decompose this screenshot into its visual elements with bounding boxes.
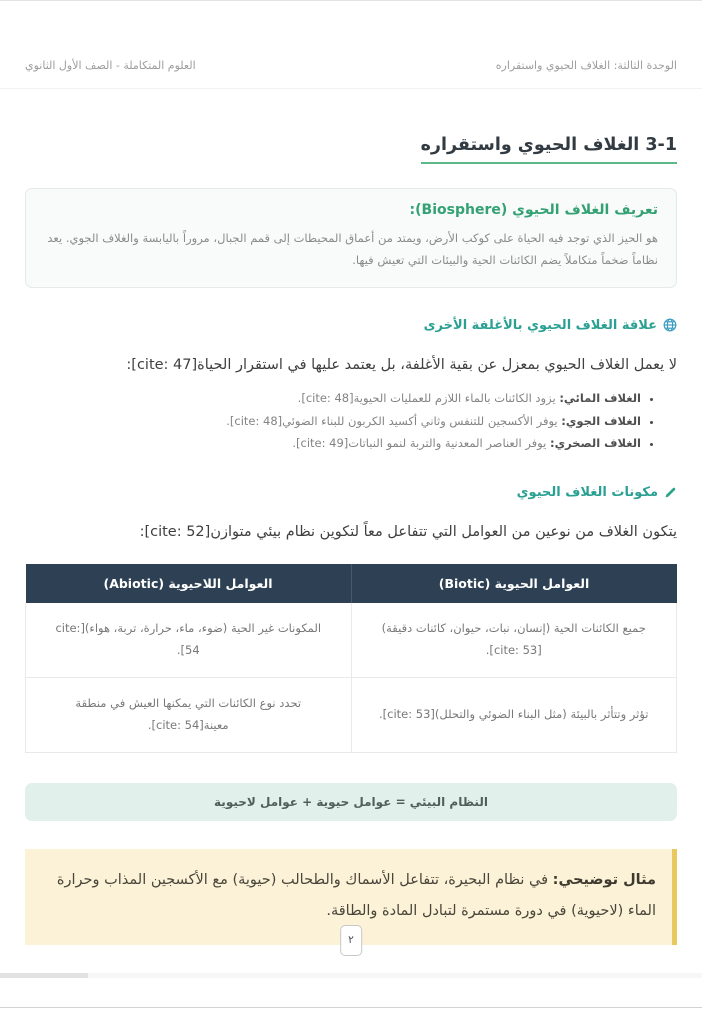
factors-table <box>25 564 677 752</box>
section-heading-relation-label: علاقة الغلاف الحيوي بالأغلفة الأخرى <box>423 317 657 333</box>
table-row <box>26 678 677 753</box>
bullet-text: يوفر الأكسجين للتنفس وثاني أكسيد الكربون للبناء الضوئي[cite: 48]. <box>226 413 562 428</box>
header-unit-title: الوحدة الثالثة: الغلاف الحيوي واستقراره <box>495 59 677 72</box>
document-header <box>0 1 702 89</box>
table-cell-biotic-definition: جميع الكائنات الحية (إنسان، نبات، حيوان، كائنات دقيقة)[cite: 53]. <box>351 603 677 677</box>
components-intro-paragraph: يتكون الغلاف من نوعين من العوامل التي تتفاعل معاً لتكوين نظام بيئي متوازن[cite: 52]: <box>139 523 677 540</box>
section-heading-components <box>25 485 677 500</box>
table-header-biotic: العوامل الحيوية (Biotic) <box>351 564 677 603</box>
relation-intro-paragraph: لا يعمل الغلاف الحيوي بمعزل عن بقية الأغلفة، بل يعتمد عليها في استقرار الحياة[cite: 47]: <box>126 356 677 373</box>
page-title: 3-1 الغلاف الحيوي واستقراره <box>421 135 677 164</box>
bullet-label: الغلاف المائي: <box>559 391 641 406</box>
table-header-row <box>26 564 677 603</box>
section-heading-components-label: مكونات الغلاف الحيوي <box>516 484 658 500</box>
page-number-badge: ٢ <box>340 925 362 956</box>
bullet-text: يوفر العناصر المعدنية والتربة لنمو النباتات[cite: 49]. <box>292 436 550 451</box>
list-item <box>25 410 641 432</box>
definition-body: هو الحيز الذي توجد فيه الحياة على كوكب الأرض، ويمتد من أعماق المحيطات إلى قمم الجبال، مروراً باليابسة والغلاف الجوي. يعد نظاماً ضخماً متكاملاً يضم الكائنات الحية والبيئات التي تعيش فيها. <box>47 231 658 268</box>
definition-box <box>25 188 677 288</box>
bullet-label: الغلاف الصخري: <box>549 436 641 451</box>
horizontal-scrollbar-track[interactable] <box>0 973 702 978</box>
pencil-icon <box>664 486 677 499</box>
list-item <box>25 387 641 409</box>
relation-bullet-list <box>25 387 657 454</box>
factors-table-head <box>26 564 677 603</box>
example-label: مثال توضيحي: <box>552 871 656 888</box>
example-text: في نظام البحيرة، تتفاعل الأسماك والطحالب (حيوية) مع الأكسجين المذاب وحرارة الماء (لاحيوية) في دورة مستمرة لتبادل المادة والطاقة. <box>56 871 656 919</box>
table-cell-abiotic-definition: المكونات غير الحية (ضوء، ماء، حرارة، تربة، هواء)[cite: 54]. <box>26 603 352 677</box>
list-item <box>25 432 641 454</box>
table-row <box>26 603 677 677</box>
bullet-text: يزود الكائنات بالماء اللازم للعمليات الحيوية[cite: 48]. <box>297 391 560 406</box>
table-header-abiotic: العوامل اللاحيوية (Abiotic) <box>26 564 352 603</box>
header-course-title: العلوم المتكاملة - الصف الأول الثانوي <box>25 59 196 72</box>
table-cell-biotic-role: تؤثر وتتأثر بالبيئة (مثل البناء الضوئي والتحلل)[cite: 53]. <box>351 678 677 753</box>
factors-table-body <box>26 603 677 752</box>
bullet-label: الغلاف الجوي: <box>561 413 641 428</box>
ecosystem-formula-box: النظام البيئي = عوامل حيوية + عوامل لاحيوية <box>25 783 677 821</box>
table-cell-abiotic-role: تحدد نوع الكائنات التي يمكنها العيش في منطقة معينة[cite: 54]. <box>26 678 352 753</box>
page-title-wrap <box>25 135 677 164</box>
definition-heading: تعريف الغلاف الحيوي (Biosphere): <box>409 202 658 218</box>
globe-icon <box>663 318 677 332</box>
horizontal-scrollbar-thumb[interactable] <box>0 973 88 978</box>
footer-divider <box>0 1007 702 1008</box>
section-heading-relation <box>25 318 677 333</box>
